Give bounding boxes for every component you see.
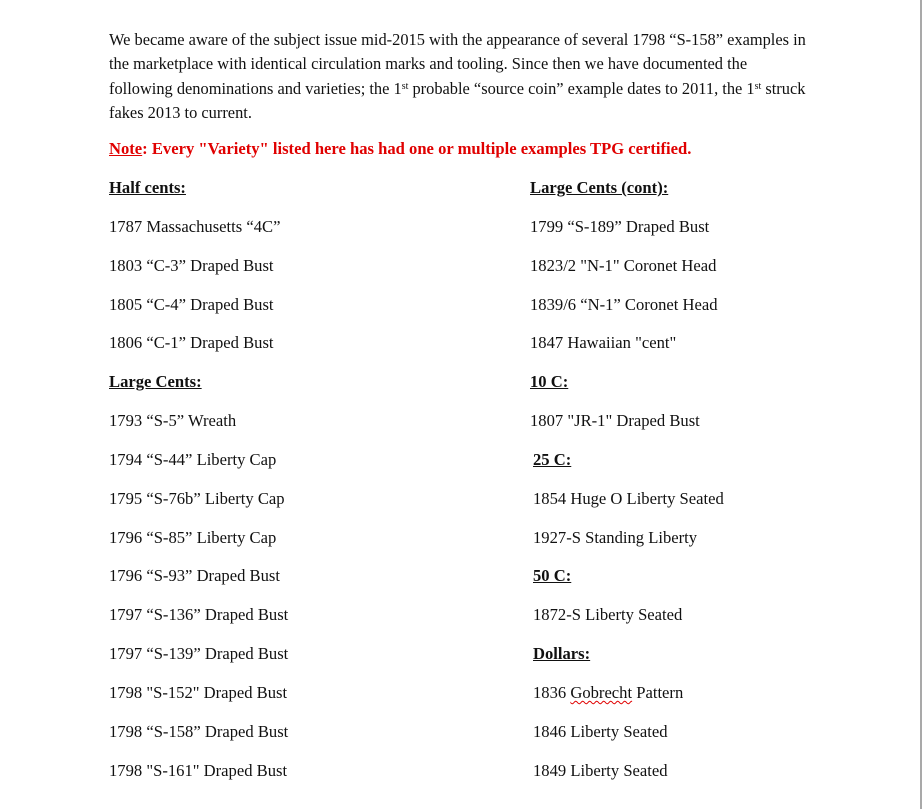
heading-25c: 25 C: (533, 449, 572, 469)
dollar-type: Pattern (632, 682, 684, 702)
list-item: 1796 “S-93” Draped Bust (109, 566, 280, 586)
note-label: Note (109, 139, 143, 158)
superscript-st: st (401, 80, 409, 92)
list-item: 1847 Hawaiian "cent" (530, 333, 677, 353)
list-item: 1787 Massachusetts “4C” (109, 216, 281, 236)
list-item: 1794 “S-44” Liberty Cap (109, 449, 277, 469)
list-item: 1798 "S-161" Draped Bust (109, 760, 288, 780)
list-item: 1799 “S-189” Draped Bust (530, 216, 710, 236)
list-item: 1846 Liberty Seated (533, 721, 668, 741)
intro-text-3: struck fakes 2013 to current. (109, 78, 806, 122)
heading-50c: 50 C: (533, 566, 572, 586)
list-item: 1849 Liberty Seated (533, 760, 668, 780)
heading-large-cents: Large Cents: (109, 372, 202, 392)
list-item: 1797 “S-139” Draped Bust (109, 644, 289, 664)
right-column (530, 176, 724, 798)
heading-half-cents: Half cents: (109, 178, 186, 197)
heading-dollars: Dollars: (533, 644, 591, 664)
list-item: 1805 “C-4” Draped Bust (109, 294, 274, 314)
heading-large-cents-cont: Large Cents (cont): (530, 178, 669, 197)
superscript-st: st (754, 80, 762, 92)
list-item: 1872-S Liberty Seated (533, 605, 683, 625)
list-item: 1823/2 "N-1" Coronet Head (530, 255, 717, 275)
note-text: : Every "Variety" listed here has had one or multiple examples TPG certified. (142, 139, 692, 158)
intro-paragraph (109, 28, 809, 125)
list-item: 1798 "S-152" Draped Bust (109, 682, 288, 702)
list-item: 1795 “S-76b” Liberty Cap (109, 488, 285, 508)
intro-text-1: We became aware of the subject issue mid-2015 with the appearance of several 1798 “S-158” examples in the marketplace with identical circulation marks and tooling. Since then we have documented the following denominations and varieties; the 1 (109, 30, 806, 98)
list-item: 1796 “S-85” Liberty Cap (109, 527, 277, 547)
list-item: 1797 “S-136” Draped Bust (109, 605, 289, 625)
left-column (109, 176, 288, 798)
spellcheck-word: Gobrecht (570, 682, 633, 702)
list-item: 1839/6 “N-1” Coronet Head (530, 294, 718, 314)
dollar-year: 1836 (533, 682, 571, 702)
heading-10c: 10 C: (530, 372, 569, 392)
list-item: 1793 “S-5” Wreath (109, 411, 237, 431)
list-item: 1927-S Standing Liberty (533, 527, 698, 547)
intro-text-2: probable “source coin” example dates to 2011, the 1 (408, 78, 755, 98)
list-item: 1803 “C-3” Draped Bust (109, 255, 274, 275)
list-item: 1798 “S-158” Draped Bust (109, 721, 289, 741)
list-item: 1854 Huge O Liberty Seated (533, 488, 724, 508)
note-line (109, 139, 691, 159)
list-item (530, 681, 724, 720)
list-item: 1806 “C-1” Draped Bust (109, 333, 274, 353)
list-item: 1807 "JR-1" Draped Bust (530, 411, 700, 431)
